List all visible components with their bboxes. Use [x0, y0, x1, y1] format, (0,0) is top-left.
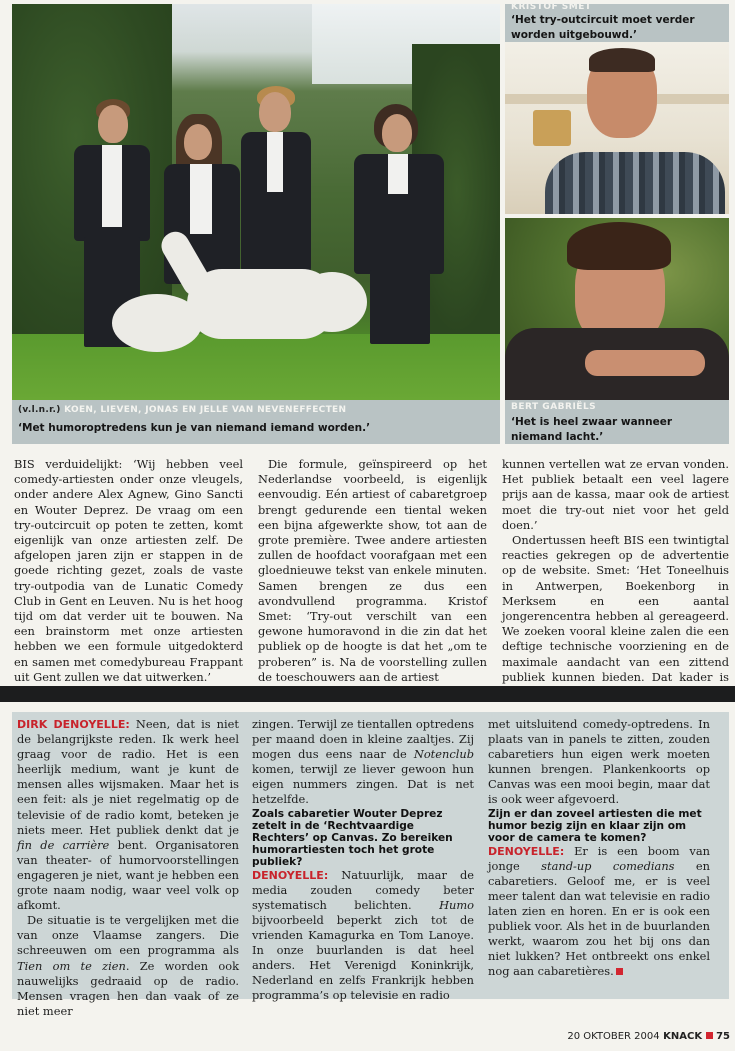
square-icon	[706, 1032, 713, 1039]
page-number: 75	[716, 1031, 730, 1042]
interview-column-2	[252, 717, 474, 1003]
caption-names: KOEN, LIEVEN, JONAS EN JELLE VAN NEVENEFFECTEN	[64, 405, 347, 415]
kristof-sweater	[545, 152, 725, 214]
interview-question: Zijn er dan zoveel artiesten die met humor bezig zijn en klaar zijn om voor de camera te komen?	[488, 807, 702, 844]
article-paragraph: Die formule, geïnspireerd op het Nederlandse voorbeeld, is eigenlijk eenvoudig. Eén artiest of cabaretgroep brengt gedurende een tiental weken een bijna afgewerkte show, tot aan de grote première. Twee andere artiesten zullen de hoofdact voorafgaan met een gloednieuwe tekst van enkele minuten. Samen brengen ze dus een avondvullend programma. Kristof Smet: ‘Try-out verschilt van een gewone humoravond in die zin dat het publiek op de hoogte is dat het „om te proberen” is. Na de voorstelling zullen de toeschouwers aan de artiest	[258, 457, 487, 684]
caption-credit	[18, 405, 346, 415]
text-run: Er is een boom van jonge	[488, 843, 710, 873]
interview-paragraph: met uitsluitend comedy-optredens. In plaats van in panels te zitten, zouden cabaretiers hun eigen werk moeten kunnen brengen. Plankenkoorts op Canvas was een mooi begin, maar dat is ook weer afgevoerd.	[488, 717, 710, 807]
teddy-bear-leg	[297, 272, 367, 332]
text-italic: Tien om te zien	[17, 958, 126, 973]
band-member-3	[237, 86, 317, 276]
interview-paragraph	[488, 844, 710, 980]
text-italic: Humo	[439, 897, 474, 912]
end-mark-icon	[616, 968, 623, 975]
text-italic: fin de carrière	[17, 837, 110, 852]
text-run: . Ze worden ook nauwelijks gedraaid op de radio. Mensen vragen hen dan vaak of ze niet meer	[17, 958, 239, 1018]
interview-paragraph	[17, 913, 239, 1019]
section-divider	[0, 686, 735, 702]
kristof-caption	[505, 4, 729, 42]
bert-name: BERT GABRIËLS	[511, 402, 597, 412]
article-column-2	[258, 457, 487, 685]
article-paragraph: Ondertussen heeft BIS een twintigtal reacties gekregen op de advertentie op de website. Smet: ‘Het Toneelhuis in Antwerpen, Boekenborg in Merksem en een aantal jongerencentra hebben al gereageerd. We zoeken vooral kleine zalen die een deftige technische voorziening en de maximale aandacht van een zittend publiek kunnen bieden. Dat kader is	[502, 533, 729, 684]
text-run: Natuurlijk, maar de media zouden comedy beter systematisch belichten.	[252, 867, 474, 912]
text-run: komen, terwijl ze liever gewoon hun eigen nummers zingen. Dat is net hetzelfde.	[252, 762, 474, 807]
interview-paragraph	[252, 868, 474, 1004]
text-run: zingen. Terwijl ze tientallen optredens per maand doen in kleine zaaltjes. Zij mogen dus eens naar de	[252, 717, 474, 762]
caption-quote: ‘Met humoroptredens kun je van niemand iemand worden.’	[18, 422, 371, 434]
text-run: Neen, dat is niet de belangrijkste reden. Ik werk heel graag voor de radio. Het is een heerlijk medium, want je kunt de mensen alles wijsmaken. Maar het is een feit: als je niet regelmatig op de televisie of de radio komt, beteken je niets meer. Het publiek denkt dat je	[17, 717, 239, 837]
article-column-1	[14, 457, 243, 685]
article-paragraph: kunnen vertellen wat ze ervan vonden. Het publiek betaalt een veel lagere prijs aan de kassa, maar ook de artiest moet die try-out niet voor het geld doen.’	[502, 457, 729, 532]
speaker-label: DENOYELLE:	[488, 844, 565, 858]
interview-paragraph	[252, 717, 474, 808]
kristof-name: KRISTOF SMET	[511, 2, 592, 12]
band-photo	[12, 4, 500, 400]
speaker-label: DENOYELLE:	[252, 868, 329, 882]
caption-vlnr: (v.l.n.r.)	[18, 405, 61, 415]
bert-caption	[505, 400, 729, 444]
kristof-smet-photo	[505, 42, 729, 214]
photo-caption	[12, 400, 500, 444]
interview-column-3	[488, 717, 710, 979]
bert-gabriels-photo	[505, 218, 729, 400]
article-paragraph: BIS verduidelijkt: ‘Wij hebben veel comedy-artiesten onder onze vleugels, onder andere Alex Agnew, Gino Sancti en Wouter Deprez. De vraag om een try-outcircuit op poten te zetten, komt eigenlijk van onze artiesten zelf. De afgelopen jaren zijn er stappen in de goede richting gezet, zoals de vaste try-outpodia van de Lunatic Comedy Club in Gent en Leuven. Nu is het hoog tijd om dat verder uit te bouwen. Na een brainstorm met onze artiesten hebben we een formule uitgedokterd en samen met comedybureau Frappant uit Gent zullen we dat uitwerken.’	[14, 457, 243, 684]
page-footer	[560, 1031, 730, 1042]
interview-paragraph	[17, 717, 239, 913]
text-italic: Notenclub	[413, 747, 474, 762]
article-column-3	[502, 457, 729, 700]
speaker-label: DIRK DENOYELLE:	[17, 718, 130, 731]
interview-column-1	[17, 717, 239, 1019]
bert-quote: ‘Het is heel zwaar wanneer niemand lacht.’	[511, 416, 673, 443]
text-italic: stand-up comedians	[541, 858, 675, 873]
text-run: en cabaretiers. Geloof me, er is veel meer talent dan wat televisie en radio laten zien en horen. En er is ook een publiek voor. Als het in de buurlanden werkt, waarom zou het bij ons dan niet lukken? Het ontbreekt ons enkel nog aan cabaretières.	[488, 858, 710, 979]
text-run: De situatie is te vergelijken met die van onze Vlaamse zangers. Die schreeuwen om een programma als	[17, 913, 239, 958]
kristof-quote: ‘Het try-outcircuit moet verder worden uitgebouwd.’	[511, 14, 695, 41]
text-run: bijvoorbeeld beperkt zich tot de vrienden Kamagurka en Tom Lanoye. In onze buurlanden is dat heel anders. Het Verenigd Koninkrijk, Nederland en zelfs Frankrijk hebben programma’s op televisie en radio	[252, 912, 474, 1003]
footer-date: 20 OKTOBER 2004	[567, 1031, 660, 1042]
text-run: bent. Organisatoren van theater- of humorvoorstellingen engageren je niet, want je hebben een grote naam nodig, waar veel volk op afkomt.	[17, 837, 239, 913]
footer-magazine: KNACK	[663, 1031, 703, 1042]
interview-question: Zoals cabaretier Wouter Deprez zetelt in de ‘Rechtvaardige Rechters’ op Canvas. Zo bereiken humorartiesten toch het grote publiek?	[252, 807, 453, 868]
